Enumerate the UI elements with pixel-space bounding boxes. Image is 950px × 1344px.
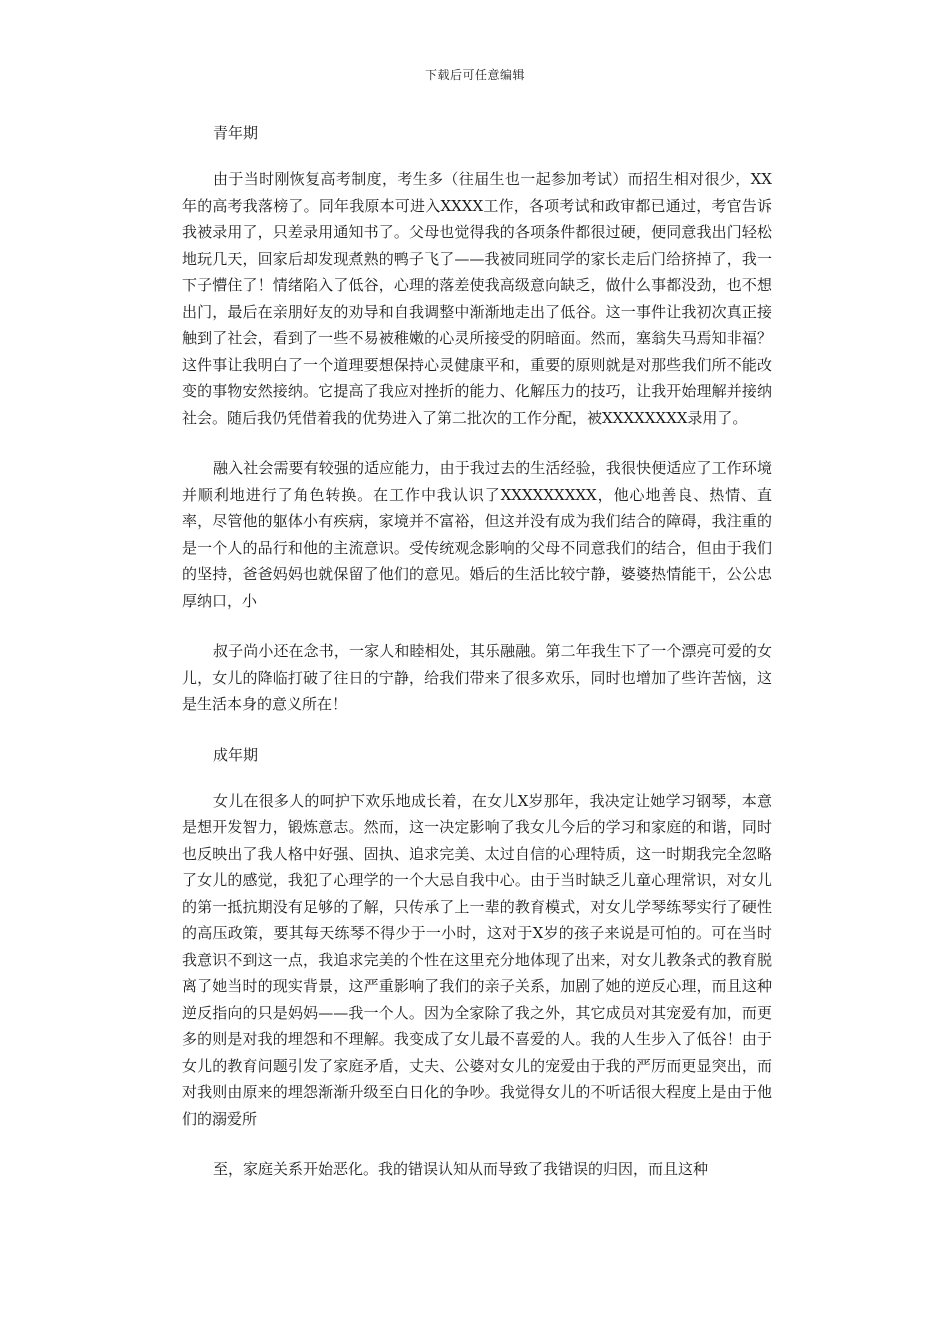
section-heading-youth: 青年期 [213,124,259,142]
paragraph-youth-1: 由于当时刚恢复高考制度，考生多（往届生也一起参加考试）而招生相对很少，XX年的高考我落榜了。同年我原本可进入XXXX工作，各项考试和政审都已通过，考官告诉我被录用了，只差录用通知书了。父母也觉得我的各项条件都很过硬，便同意我出门轻松地玩几天，回家后却发现煮熟的鸭子飞了——我被同班同学的家长走后门给挤掉了，我一下子懵住了！情绪陷入了低谷，心理的落差使我高级意向缺乏，做什么事都没劲，也不想出门，最后在亲朋好友的劝导和自我调整中渐渐地走出了低谷。这一事件让我初次真正接触到了社会，看到了一些不易被稚嫩的心灵所接受的阴暗面。然而，塞翁失马焉知非福？这件事让我明白了一个道理要想保持心灵健康平和，重要的原则就是对那些我们所不能改变的事物安然接纳。它提高了我应对挫折的能力、化解压力的技巧，让我开始理解并接纳社会。随后我仍凭借着我的优势进入了第二批次的工作分配，被XXXXXXXX录用了。 [182,170,772,427]
section-heading-adult: 成年期 [213,745,259,764]
document-body [182,120,772,1207]
paragraph-adult-2: 至，家庭关系开始恶化。我的错误认知从而导致了我错误的归因，而且这种 [213,1160,709,1178]
paragraph-youth-3: 叔子尚小还在念书，一家人和睦相处，其乐融融。第二年我生下了一个漂亮可爱的女儿，女儿的降临打破了往日的宁静，给我们带来了很多欢乐，同时也增加了些许苦恼，这是生活本身的意义所在！ [182,642,772,713]
page-header: 下载后可任意编辑 [424,68,525,82]
paragraph-adult-1: 女儿在很多人的呵护下欢乐地成长着，在女儿X岁那年，我决定让她学习钢琴，本意是想开发智力，锻炼意志。然而，这一决定影响了我女儿今后的学习和家庭的和谐，同时也反映出了我人格中好强、固执、追求完美、太过自信的心理特质，这一时期我完全忽略了女儿的感觉，我犯了心理学的一个大忌自我中心。由于当时缺乏儿童心理常识，对女儿的第一抵抗期没有足够的了解，只传承了上一辈的教育模式，对女儿学琴练琴实行了硬性的高压政策，要其每天练琴不得少于一小时，这对于X岁的孩子来说是可怕的。可在当时我意识不到这一点，我追求完美的个性在这里充分地体现了出来，对女儿教条式的教育脱离了她当时的现实背景，这严重影响了我们的亲子关系，加剧了她的逆反心理，而且这种逆反指向的只是妈妈——我一个人。因为全家除了我之外，其它成员对其宠爱有加，而更多的则是对我的埋怨和不理解。我变成了女儿最不喜爱的人。我的人生步入了低谷！由于女儿的教育问题引发了家庭矛盾，丈夫、公婆对女儿的宠爱由于我的严厉而更显突出，而对我则由原来的埋怨渐渐升级至白日化的争吵。我觉得女儿的不听话很大程度上是由于他们的溺爱所 [182,791,772,1128]
paragraph-youth-2: 融入社会需要有较强的适应能力，由于我过去的生活经验，我很快便适应了工作环境并顺利地进行了角色转换。在工作中我认识了XXXXXXXXX，他心地善良、热情、直率，尽管他的躯体小有疾病，家境并不富裕，但这并没有成为我们结合的障碍，我注重的是一个人的品行和他的主流意识。受传统观念影响的父母不同意我们的结合，但由于我们的坚持，爸爸妈妈也就保留了他们的意见。婚后的生活比较宁静，婆婆热情能干，公公忠厚纳口，小 [182,459,772,610]
